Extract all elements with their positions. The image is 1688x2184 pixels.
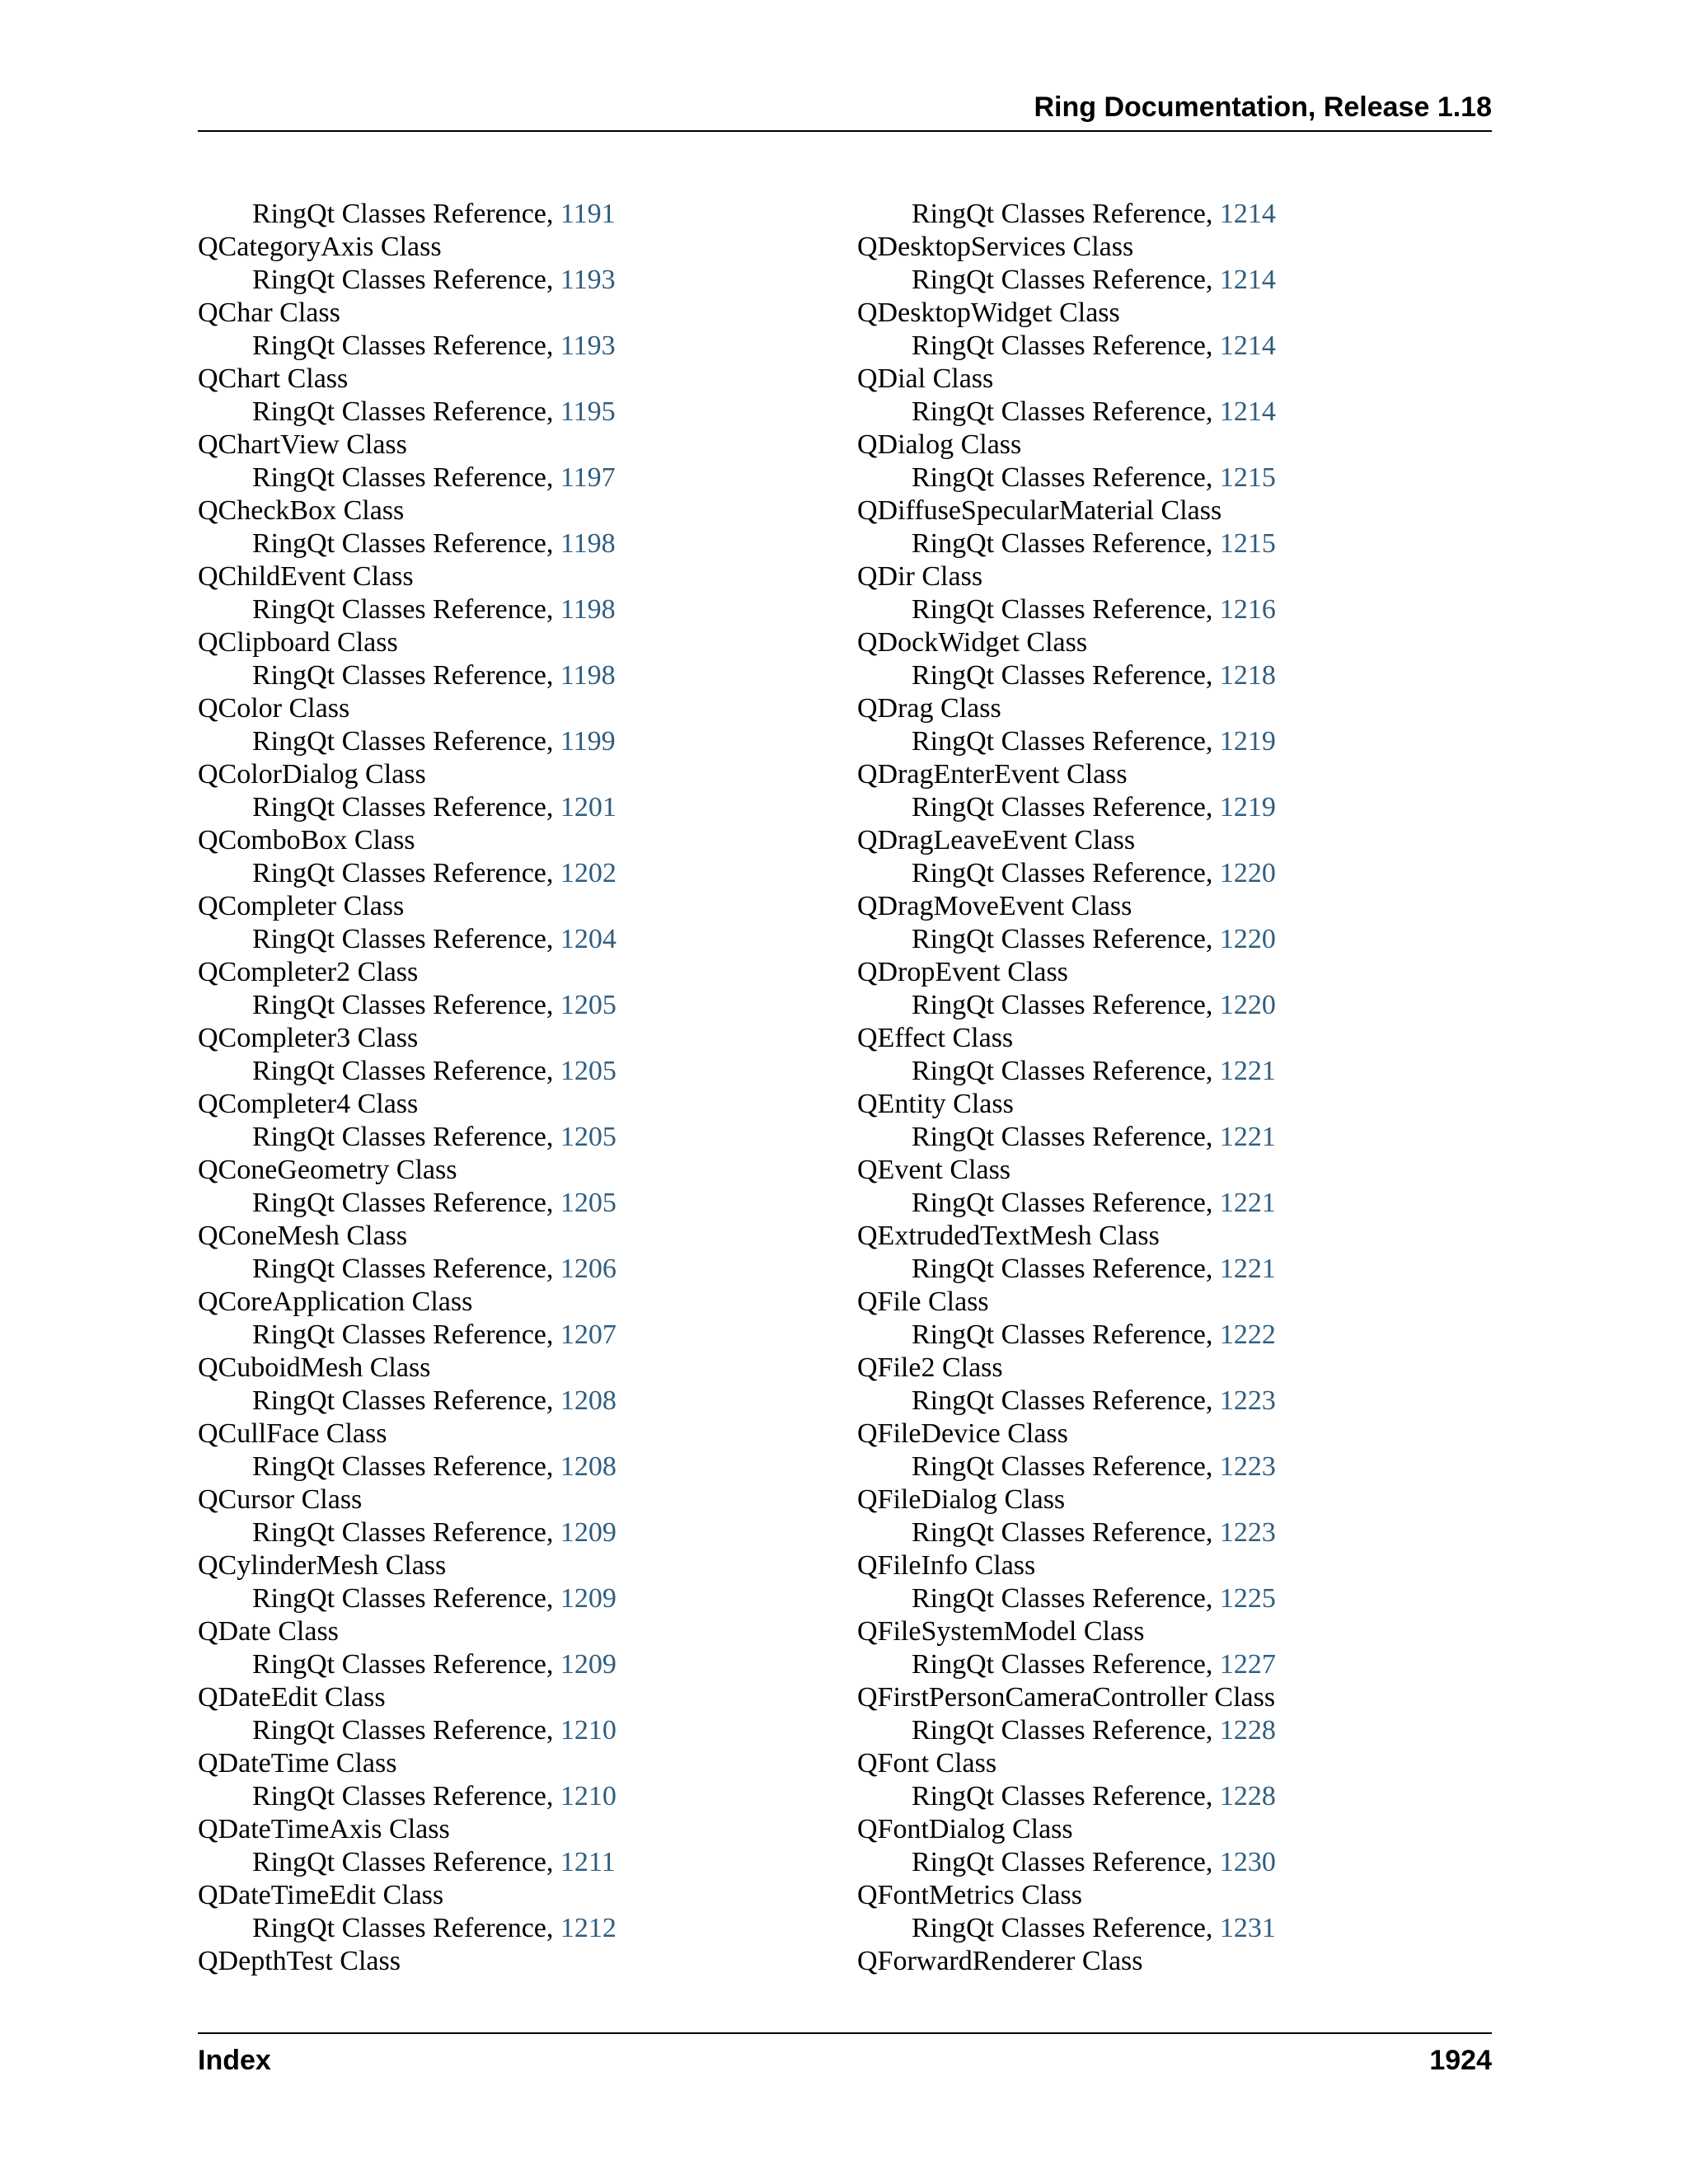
entry-label: QCursor Class	[198, 1484, 363, 1515]
entry-label: QChildEvent Class	[198, 561, 414, 592]
entry-label: QChart Class	[198, 363, 349, 394]
subentry-label: RingQt Classes Reference,	[912, 199, 1220, 229]
index-entry	[198, 692, 841, 725]
subentry-label: RingQt Classes Reference,	[912, 528, 1220, 559]
subentry-label: RingQt Classes Reference,	[252, 1913, 560, 1943]
page-number-link[interactable]: 1225	[1219, 1583, 1276, 1614]
entry-label: QEffect Class	[857, 1023, 1014, 1053]
page-number-link[interactable]: 1214	[1219, 396, 1276, 427]
index-entry	[857, 1154, 1500, 1187]
index-subentry	[198, 1516, 841, 1549]
index-subentry	[857, 1912, 1500, 1945]
subentry-label: RingQt Classes Reference,	[252, 1254, 560, 1284]
entry-label: QCompleter Class	[198, 891, 405, 921]
subentry-label: RingQt Classes Reference,	[912, 1385, 1220, 1416]
page-number-link[interactable]: 1195	[560, 396, 616, 427]
subentry-label: RingQt Classes Reference,	[252, 396, 560, 427]
index-entry	[857, 1615, 1500, 1648]
subentry-label: RingQt Classes Reference,	[252, 858, 560, 888]
index-entry	[198, 297, 841, 330]
page-number-link[interactable]: 1214	[1219, 265, 1276, 295]
entry-label: QFileInfo Class	[857, 1550, 1036, 1581]
index-subentry	[198, 527, 841, 560]
footer-page-number: 1924	[1429, 2045, 1492, 2076]
page-number-link[interactable]: 1212	[560, 1913, 617, 1943]
entry-label: QColor Class	[198, 693, 350, 724]
page-number-link[interactable]: 1221	[1219, 1188, 1276, 1218]
page-number-link[interactable]: 1205	[560, 1188, 617, 1218]
page-number-link[interactable]: 1228	[1219, 1781, 1276, 1811]
entry-label: QEvent Class	[857, 1155, 1011, 1185]
index-subentry	[857, 1846, 1500, 1879]
index-entry	[857, 1813, 1500, 1846]
page-number-link[interactable]: 1228	[1219, 1715, 1276, 1746]
index-entry	[198, 1615, 841, 1648]
index-entry	[857, 1549, 1500, 1582]
index-entry	[198, 1220, 841, 1253]
subentry-label: RingQt Classes Reference,	[912, 1451, 1220, 1482]
index-subentry	[857, 857, 1500, 890]
index-entry	[857, 1879, 1500, 1912]
footer-section-label: Index	[198, 2045, 271, 2076]
index-subentry	[198, 330, 841, 363]
subentry-label: RingQt Classes Reference,	[252, 792, 560, 823]
subentry-label: RingQt Classes Reference,	[252, 1781, 560, 1811]
subentry-label: RingQt Classes Reference,	[252, 1517, 560, 1548]
index-entry	[198, 758, 841, 791]
page-number-link[interactable]: 1219	[1219, 792, 1276, 823]
page-header	[198, 91, 1492, 132]
entry-label: QChartView Class	[198, 429, 407, 460]
entry-label: QConeGeometry Class	[198, 1155, 457, 1185]
index-subentry	[857, 791, 1500, 824]
entry-label: QDateTimeEdit Class	[198, 1880, 444, 1910]
subentry-label: RingQt Classes Reference,	[252, 1583, 560, 1614]
index-entry	[198, 1945, 841, 1978]
index-subentry	[198, 1253, 841, 1286]
page-number-link[interactable]: 1223	[1219, 1517, 1276, 1548]
entry-label: QFont Class	[857, 1748, 997, 1779]
index-entry	[198, 1483, 841, 1516]
entry-label: QCompleter2 Class	[198, 957, 419, 987]
index-column-left	[198, 198, 841, 1978]
entry-label: QCullFace Class	[198, 1418, 387, 1449]
index-subentry	[198, 462, 841, 494]
entry-label: QDateTime Class	[198, 1748, 397, 1779]
subentry-label: RingQt Classes Reference,	[912, 1319, 1220, 1350]
subentry-label: RingQt Classes Reference,	[912, 924, 1220, 954]
document-title: Ring Documentation, Release 1.18	[1034, 91, 1492, 123]
subentry-label: RingQt Classes Reference,	[252, 265, 560, 295]
subentry-label: RingQt Classes Reference,	[252, 199, 560, 229]
entry-label: QDate Class	[198, 1616, 339, 1647]
subentry-label: RingQt Classes Reference,	[912, 330, 1220, 361]
index-entry	[198, 626, 841, 659]
index-entry	[857, 363, 1500, 396]
entry-label: QFontDialog Class	[857, 1814, 1073, 1844]
page-number-link[interactable]: 1209	[560, 1649, 617, 1680]
subentry-label: RingQt Classes Reference,	[252, 726, 560, 757]
index-entry	[857, 1088, 1500, 1121]
index-entry	[198, 1352, 841, 1385]
index-entry	[857, 626, 1500, 659]
index-entry	[198, 1879, 841, 1912]
index-entry	[857, 429, 1500, 462]
page-number-link[interactable]: 1210	[560, 1715, 617, 1746]
index-subentry	[198, 1648, 841, 1681]
index-entry	[857, 1418, 1500, 1451]
page-number-link[interactable]: 1214	[1219, 330, 1276, 361]
page-number-link[interactable]: 1209	[560, 1583, 617, 1614]
page-number-link[interactable]: 1198	[560, 528, 616, 559]
subentry-label: RingQt Classes Reference,	[252, 330, 560, 361]
page-number-link[interactable]: 1193	[560, 265, 616, 295]
index-subentry	[857, 1187, 1500, 1220]
page-number-link[interactable]: 1198	[560, 594, 616, 625]
entry-label: QCheckBox Class	[198, 495, 405, 526]
index-subentry	[198, 1714, 841, 1747]
subentry-label: RingQt Classes Reference,	[252, 462, 560, 493]
page-number-link[interactable]: 1206	[560, 1254, 617, 1284]
index-subentry	[198, 791, 841, 824]
index-entry	[857, 494, 1500, 527]
subentry-label: RingQt Classes Reference,	[252, 1188, 560, 1218]
page-number-link[interactable]: 1201	[560, 792, 617, 823]
index-subentry	[198, 1055, 841, 1088]
page-number-link[interactable]: 1191	[560, 199, 616, 229]
entry-label: QDir Class	[857, 561, 983, 592]
page-number-link[interactable]: 1223	[1219, 1385, 1276, 1416]
page-number-link[interactable]: 1220	[1219, 924, 1276, 954]
entry-label: QDiffuseSpecularMaterial Class	[857, 495, 1222, 526]
entry-label: QFileDialog Class	[857, 1484, 1066, 1515]
index-subentry	[198, 396, 841, 429]
entry-label: QDragEnterEvent Class	[857, 759, 1128, 790]
index-subentry	[857, 396, 1500, 429]
entry-label: QDialog Class	[857, 429, 1022, 460]
index-subentry	[198, 1121, 841, 1154]
index-entry	[857, 956, 1500, 989]
subentry-label: RingQt Classes Reference,	[252, 528, 560, 559]
subentry-label: RingQt Classes Reference,	[912, 792, 1220, 823]
page-number-link[interactable]: 1220	[1219, 858, 1276, 888]
page-number-link[interactable]: 1208	[560, 1385, 617, 1416]
index-subentry	[198, 989, 841, 1022]
subentry-label: RingQt Classes Reference,	[252, 1649, 560, 1680]
entry-label: QColorDialog Class	[198, 759, 426, 790]
entry-label: QDrag Class	[857, 693, 1001, 724]
entry-label: QComboBox Class	[198, 825, 415, 855]
index-subentry	[198, 1780, 841, 1813]
subentry-label: RingQt Classes Reference,	[912, 726, 1220, 757]
entry-label: QDragMoveEvent Class	[857, 891, 1132, 921]
subentry-label: RingQt Classes Reference,	[912, 1781, 1220, 1811]
index-entry	[198, 1022, 841, 1055]
index-subentry	[857, 1451, 1500, 1483]
page-number-link[interactable]: 1221	[1219, 1122, 1276, 1152]
index-subentry	[198, 198, 841, 231]
index-subentry	[857, 1121, 1500, 1154]
subentry-label: RingQt Classes Reference,	[912, 396, 1220, 427]
entry-label: QDockWidget Class	[857, 627, 1088, 658]
page-number-link[interactable]: 1231	[1219, 1913, 1276, 1943]
entry-label: QDepthTest Class	[198, 1946, 401, 1976]
entry-label: QConeMesh Class	[198, 1221, 408, 1251]
page-number-link[interactable]: 1230	[1219, 1847, 1276, 1877]
subentry-label: RingQt Classes Reference,	[252, 990, 560, 1020]
index-subentry	[857, 593, 1500, 626]
index-subentry	[198, 264, 841, 297]
page-number-link[interactable]: 1197	[560, 462, 616, 493]
page-number-link[interactable]: 1209	[560, 1517, 617, 1548]
subentry-label: RingQt Classes Reference,	[912, 1715, 1220, 1746]
subentry-label: RingQt Classes Reference,	[912, 1847, 1220, 1877]
index-subentry	[198, 1451, 841, 1483]
index-subentry	[857, 1253, 1500, 1286]
page-number-link[interactable]: 1215	[1219, 462, 1276, 493]
index-subentry	[198, 1187, 841, 1220]
subentry-label: RingQt Classes Reference,	[912, 1913, 1220, 1943]
index-entry	[857, 1286, 1500, 1319]
page-number-link[interactable]: 1223	[1219, 1451, 1276, 1482]
index-entry	[198, 1747, 841, 1780]
index-entry	[857, 1681, 1500, 1714]
entry-label: QDial Class	[857, 363, 994, 394]
subentry-label: RingQt Classes Reference,	[912, 1188, 1220, 1218]
index-subentry	[857, 330, 1500, 363]
index-subentry	[857, 1714, 1500, 1747]
entry-label: QDesktopWidget Class	[857, 298, 1120, 328]
index-entry	[857, 1747, 1500, 1780]
page-number-link[interactable]: 1210	[560, 1781, 617, 1811]
entry-label: QCompleter4 Class	[198, 1089, 419, 1119]
subentry-label: RingQt Classes Reference,	[912, 265, 1220, 295]
index-entry	[198, 231, 841, 264]
index-subentry	[857, 264, 1500, 297]
index-entry	[857, 692, 1500, 725]
index-entry	[198, 560, 841, 593]
index-subentry	[198, 1319, 841, 1352]
page-number-link[interactable]: 1208	[560, 1451, 617, 1482]
entry-label: QCategoryAxis Class	[198, 232, 442, 262]
entry-label: QDateEdit Class	[198, 1682, 386, 1713]
entry-label: QFontMetrics Class	[857, 1880, 1082, 1910]
index-entry	[198, 1681, 841, 1714]
index-entry	[198, 1286, 841, 1319]
subentry-label: RingQt Classes Reference,	[252, 1122, 560, 1152]
index-column-right	[857, 198, 1500, 1978]
subentry-label: RingQt Classes Reference,	[912, 1583, 1220, 1614]
subentry-label: RingQt Classes Reference,	[252, 660, 560, 691]
page-number-link[interactable]: 1227	[1219, 1649, 1276, 1680]
page-number-link[interactable]: 1221	[1219, 1056, 1276, 1086]
index-entry	[857, 890, 1500, 923]
page-number-link[interactable]: 1199	[560, 726, 616, 757]
index-entry	[198, 1154, 841, 1187]
entry-label: QClipboard Class	[198, 627, 398, 658]
index-subentry	[857, 659, 1500, 692]
index-entry	[857, 231, 1500, 264]
subentry-label: RingQt Classes Reference,	[252, 1715, 560, 1746]
page-number-link[interactable]: 1205	[560, 1122, 617, 1152]
subentry-label: RingQt Classes Reference,	[252, 1319, 560, 1350]
page-number-link[interactable]: 1214	[1219, 199, 1276, 229]
index-entry	[857, 560, 1500, 593]
subentry-label: RingQt Classes Reference,	[912, 1649, 1220, 1680]
entry-label: QDesktopServices Class	[857, 232, 1134, 262]
page-number-link[interactable]: 1193	[560, 330, 616, 361]
index-subentry	[857, 1516, 1500, 1549]
subentry-label: RingQt Classes Reference,	[912, 858, 1220, 888]
index-subentry	[857, 1780, 1500, 1813]
subentry-label: RingQt Classes Reference,	[912, 1122, 1220, 1152]
index-entry	[198, 429, 841, 462]
page-number-link[interactable]: 1205	[560, 990, 617, 1020]
subentry-label: RingQt Classes Reference,	[912, 462, 1220, 493]
entry-label: QCuboidMesh Class	[198, 1352, 431, 1383]
subentry-label: RingQt Classes Reference,	[912, 1056, 1220, 1086]
index-subentry	[857, 1055, 1500, 1088]
entry-label: QFirstPersonCameraController Class	[857, 1682, 1276, 1713]
page-number-link[interactable]: 1202	[560, 858, 617, 888]
index-entry	[198, 956, 841, 989]
index-subentry	[857, 1319, 1500, 1352]
entry-label: QEntity Class	[857, 1089, 1014, 1119]
index-subentry	[198, 1385, 841, 1418]
index-entry	[857, 1022, 1500, 1055]
index-subentry	[198, 725, 841, 758]
index-entry	[198, 1813, 841, 1846]
index-subentry	[857, 527, 1500, 560]
index-subentry	[198, 593, 841, 626]
entry-label: QExtrudedTextMesh Class	[857, 1221, 1160, 1251]
index-entry	[198, 363, 841, 396]
subentry-label: RingQt Classes Reference,	[912, 660, 1220, 691]
entry-label: QDateTimeAxis Class	[198, 1814, 450, 1844]
entry-label: QChar Class	[198, 298, 340, 328]
subentry-label: RingQt Classes Reference,	[252, 1385, 560, 1416]
index-entry	[857, 1945, 1500, 1978]
subentry-label: RingQt Classes Reference,	[252, 1847, 560, 1877]
entry-label: QFile Class	[857, 1286, 989, 1317]
index-subentry	[857, 1385, 1500, 1418]
page-number-link[interactable]: 1205	[560, 1056, 617, 1086]
index-entry	[198, 1418, 841, 1451]
page-number-link[interactable]: 1198	[560, 660, 616, 691]
index-subentry	[857, 923, 1500, 956]
index-entry	[857, 1352, 1500, 1385]
entry-label: QDropEvent Class	[857, 957, 1068, 987]
subentry-label: RingQt Classes Reference,	[252, 1451, 560, 1482]
entry-label: QForwardRenderer Class	[857, 1946, 1143, 1976]
index-entry	[857, 1220, 1500, 1253]
entry-label: QCompleter3 Class	[198, 1023, 419, 1053]
index-entry	[198, 1549, 841, 1582]
page-number-link[interactable]: 1221	[1219, 1254, 1276, 1284]
index-entry	[198, 1088, 841, 1121]
index-subentry	[198, 1582, 841, 1615]
index-subentry	[857, 1648, 1500, 1681]
page-number-link[interactable]: 1219	[1219, 726, 1276, 757]
index-entry	[198, 494, 841, 527]
index-subentry	[857, 1582, 1500, 1615]
subentry-label: RingQt Classes Reference,	[912, 1517, 1220, 1548]
index-subentry	[857, 725, 1500, 758]
page-number-link[interactable]: 1211	[560, 1847, 616, 1877]
index-entry	[857, 1483, 1500, 1516]
subentry-label: RingQt Classes Reference,	[912, 1254, 1220, 1284]
page-number-link[interactable]: 1220	[1219, 990, 1276, 1020]
entry-label: QDragLeaveEvent Class	[857, 825, 1136, 855]
index-entry	[198, 890, 841, 923]
entry-label: QFile2 Class	[857, 1352, 1003, 1383]
index-entry	[857, 297, 1500, 330]
index-subentry	[198, 923, 841, 956]
page-number-link[interactable]: 1215	[1219, 528, 1276, 559]
subentry-label: RingQt Classes Reference,	[252, 1056, 560, 1086]
subentry-label: RingQt Classes Reference,	[252, 594, 560, 625]
index-entry	[857, 824, 1500, 857]
entry-label: QCoreApplication Class	[198, 1286, 473, 1317]
index-subentry	[198, 659, 841, 692]
index-subentry	[857, 989, 1500, 1022]
page-number-link[interactable]: 1218	[1219, 660, 1276, 691]
index-subentry	[857, 462, 1500, 494]
index-subentry	[198, 1912, 841, 1945]
index-entry	[857, 758, 1500, 791]
index-subentry	[198, 1846, 841, 1879]
entry-label: QFileDevice Class	[857, 1418, 1068, 1449]
page-number-link[interactable]: 1207	[560, 1319, 617, 1350]
page-number-link[interactable]: 1216	[1219, 594, 1276, 625]
entry-label: QFileSystemModel Class	[857, 1616, 1145, 1647]
index-subentry	[198, 857, 841, 890]
entry-label: QCylinderMesh Class	[198, 1550, 447, 1581]
index-subentry	[857, 198, 1500, 231]
page-number-link[interactable]: 1222	[1219, 1319, 1276, 1350]
subentry-label: RingQt Classes Reference,	[912, 990, 1220, 1020]
page-footer	[198, 2032, 1492, 2077]
subentry-label: RingQt Classes Reference,	[912, 594, 1220, 625]
page-number-link[interactable]: 1204	[560, 924, 617, 954]
index-entry	[198, 824, 841, 857]
subentry-label: RingQt Classes Reference,	[252, 924, 560, 954]
